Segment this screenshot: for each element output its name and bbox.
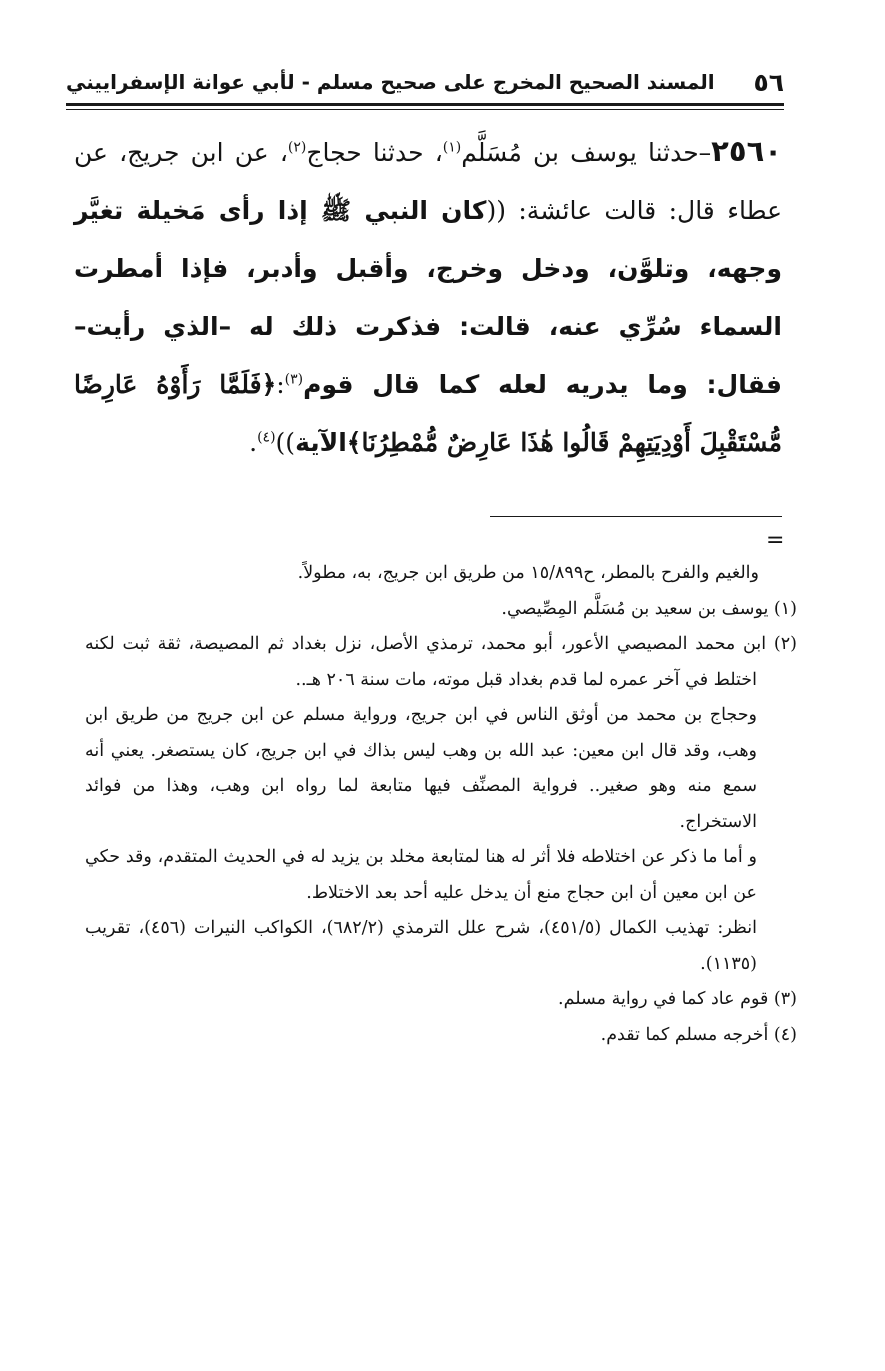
- isnad-part-1: حدثنا يوسف بن مُسَلَّم: [461, 138, 699, 167]
- hadith-dash: –: [698, 138, 712, 167]
- footnote-ref-4[interactable]: (٤): [257, 429, 276, 446]
- footnote-ref-1[interactable]: (١): [442, 139, 462, 156]
- header-rule-thick: [66, 103, 784, 106]
- running-title: المسند الصحيح المخرج على صحيح مسلم - لأبي عوانة الإسفراييني: [66, 70, 715, 94]
- footnote-continuation: والغيم والفرح بالمطر، ح١٥/٨٩٩ من طريق ابن جريج، به، مطولاً.: [297, 563, 759, 583]
- footnote-2-para-3: و أما ما ذكر عن اختلاطه فلا أثر له هنا لمتابعة مخلد بن يزيد له في الحديث المتقدم، وقد حكي عن ابن معين أن ابن حجاج منع أن يدخل عليه أحد بعد الاختلاط.: [85, 847, 757, 903]
- quote-close: )): [275, 428, 296, 457]
- matn-part-2: الآية: [295, 428, 347, 457]
- isnad-part-2: ، حدثنا حجاج: [306, 138, 443, 167]
- footnotes: [85, 556, 797, 1053]
- hadith-end: .: [249, 428, 258, 457]
- footnote-1: (١) يوسف بن سعيد بن مُسَلَّم المِصِّيصي.: [501, 598, 797, 619]
- matn-colon: :: [276, 370, 285, 399]
- isnad-part-3: ، عن ابن جريج، عن عطاء قال: قالت عائشة: ((: [74, 138, 782, 225]
- continuation-mark: =: [766, 528, 785, 553]
- hadith-text: [74, 122, 782, 472]
- footnote-3: (٣) قوم عاد كما في رواية مسلم.: [558, 989, 797, 1009]
- hadith-number: ٢٥٦٠: [711, 134, 782, 168]
- footnote-ref-2[interactable]: (٢): [287, 139, 307, 156]
- footnote-2-para-2: وحجاج بن محمد من أوثق الناس في ابن جريج، ورواية مسلم عن ابن جريج من طريق ابن وهب، وقد قال ابن معين: عبد الله بن وهب ليس بذاك في ابن جريج، كان يستصغر. يعني أنه سمع منه وهو صغير.. فرواية المصنِّف فيها متابعة لما رواه ابن وهب، وهذا من فوائد الاستخراج.: [85, 705, 757, 832]
- matn-part-1: كان النبي ﷺ إذا رأى مَخيلة تغيَّر وجهه، وتلوَّن، ودخل وخرج، وأقبل وأدبر، فإذا أمطرت السماء سُرِّي عنه، قالت: فذكرت ذلك له –الذي رأيت– فقال: وما يدريه لعله كما قال قوم: [74, 196, 782, 399]
- footnote-2: (٢) ابن محمد المصيصي الأعور، أبو محمد، ترمذي الأصل، نزل بغداد ثم المصيصة، ثقة ثبت لكنه اختلط في آخر عمره لما قدم بغداد قبل موته، مات سنة ٢٠٦ هـ..: [85, 634, 797, 690]
- footnote-4: (٤) أخرجه مسلم كما تقدم.: [600, 1024, 797, 1045]
- header-rule-thin: [66, 109, 784, 110]
- running-header: [66, 62, 784, 102]
- footnote-ref-3[interactable]: (٣): [284, 371, 304, 388]
- quran-verse: ﴿فَلَمَّا رَأَوْهُ عَارِضًا مُّسْتَقْبِلَ أَوْدِيَتِهِمْ قَالُوا هَٰذَا عَارِضٌ مُّمْطِرُنَا﴾: [74, 370, 782, 457]
- page-number: ٥٦: [753, 67, 784, 97]
- footnote-separator: [490, 516, 782, 517]
- hadith-paragraph: [74, 122, 782, 472]
- footnote-2-references: انظر: تهذيب الكمال (٤٥١/٥)، شرح علل الترمذي (٦٨٢/٢)، الكواكب النيرات (٤٥٦)، تقريب (١١٣٥).: [85, 918, 758, 974]
